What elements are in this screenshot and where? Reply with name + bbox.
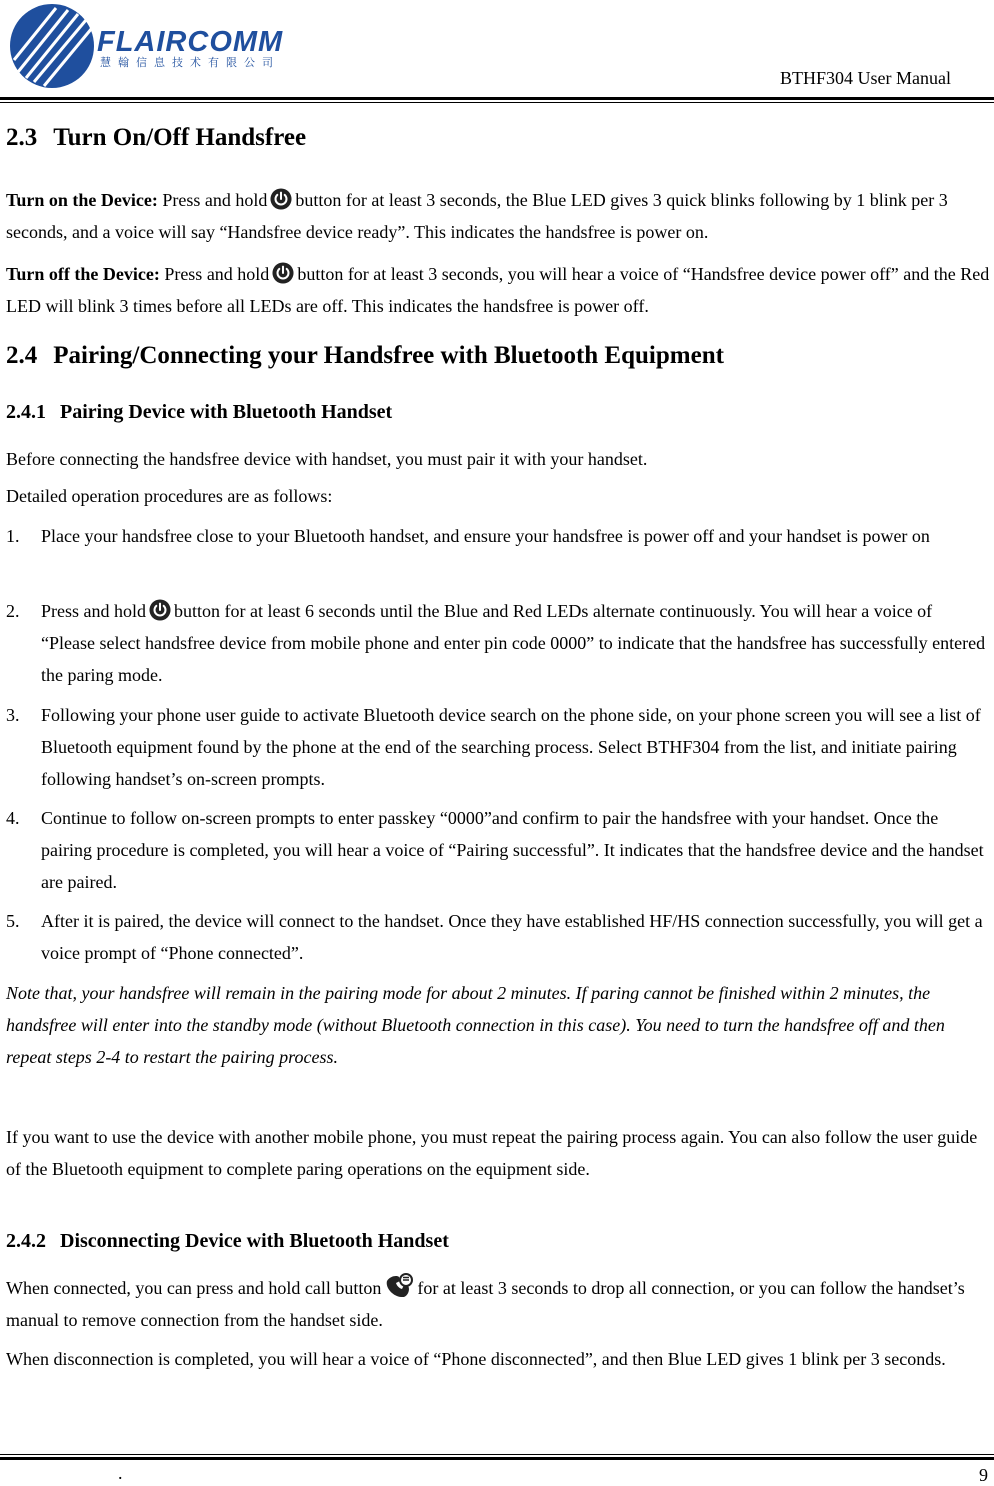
pairing-procedures-intro: Detailed operation procedures are as follows:	[6, 486, 333, 506]
section-2-4-heading: 2.4 Pairing/Connecting your Handsfree with Bluetooth Equipment	[6, 342, 724, 369]
turn-off-paragraph: Turn off the Device: Press and hold button for at least 3 seconds, you will hear a voice of “Handsfree device power off” and the Red LED will blink 3 times before all LEDs are off. This indicates the handsfree is power off.	[6, 264, 990, 316]
logo-globe-icon	[8, 2, 98, 90]
list-item: 3. Following your phone user guide to activate Bluetooth device search on the phone side, on your phone screen you will see a list of Bluetooth equipment found by the phone at the end of the searching process. Select BTHF304 from the list, and initiate pairing following handset’s on-screen prompts.	[6, 705, 981, 789]
another-phone-paragraph: If you want to use the device with another mobile phone, you must repeat the pairing process again. You can also follow the user guide of the Bluetooth equipment to complete paring operations on the equipment side.	[6, 1127, 978, 1179]
disconnect-complete-paragraph: When disconnection is completed, you will hear a voice of “Phone disconnected”, and then Blue LED gives 1 blink per 3 seconds.	[6, 1349, 946, 1369]
call-button-icon	[384, 1273, 414, 1297]
turn-on-paragraph: Turn on the Device: Press and hold button for at least 3 seconds, the Blue LED gives 3 quick blinks following by 1 blink per 3 seconds, and a voice will say “Handsfree device ready”. This indicates the handsfree is power on.	[6, 190, 948, 242]
footer-dot: .	[118, 1463, 123, 1483]
header-divider	[0, 97, 994, 100]
power-icon	[149, 599, 171, 621]
list-item: 5. After it is paired, the device will connect to the handset. Once they have established HF/HS connection successfully, you will get a voice prompt of “Phone connected”.	[6, 911, 983, 963]
section-2-3-heading: 2.3 Turn On/Off Handsfree	[6, 124, 307, 151]
section-2-4-2-heading: 2.4.2 Disconnecting Device with Bluetooth Handset	[6, 1230, 449, 1252]
list-item: 2. Press and hold button for at least 6 seconds until the Blue and Red LEDs alternate continuously. You will hear a voice of “Please select handsfree device from mobile phone and enter pin code 0000” to indicate that the handsfree has successfully entered the paring mode.	[6, 601, 986, 685]
power-icon	[270, 188, 292, 210]
pairing-intro: Before connecting the handsfree device with handset, you must pair it with your handset.	[6, 449, 648, 469]
page-number: 9	[979, 1465, 988, 1485]
section-2-4-1-heading: 2.4.1 Pairing Device with Bluetooth Handset	[6, 401, 393, 423]
logo-name: FLAIRCOMM	[97, 26, 284, 58]
list-item: 1. Place your handsfree close to your Bluetooth handset, and ensure your handsfree is power off and your handset is power on	[6, 526, 930, 546]
list-item: 4. Continue to follow on-screen prompts to enter passkey “0000”and confirm to pair the handsfree with your handset. Once the pairing procedure is completed, you will hear a voice of “Pairing successful”. It indicates that the handsfree device and the handset are paired.	[6, 808, 984, 892]
logo-subtitle: 慧翰信息技术有限公司	[100, 56, 280, 69]
header-divider-thin	[0, 102, 994, 103]
footer-divider-thin	[0, 1454, 994, 1455]
disconnect-paragraph: When connected, you can press and hold call button for at least 3 seconds to drop all connection, or you can follow the handset’s manual to remove connection from the handset side.	[6, 1272, 994, 1336]
power-icon	[272, 262, 294, 284]
footer-divider	[0, 1457, 994, 1460]
manual-title: BTHF304 User Manual	[780, 68, 951, 88]
pairing-note: Note that, your handsfree will remain in the pairing mode for about 2 minutes. If paring cannot be finished within 2 minutes, the handsfree will enter into the standby mode (without Bluetooth connection in this case). You need to turn the handsfree off and then repeat steps 2-4 to restart the pairing process.	[6, 983, 945, 1067]
